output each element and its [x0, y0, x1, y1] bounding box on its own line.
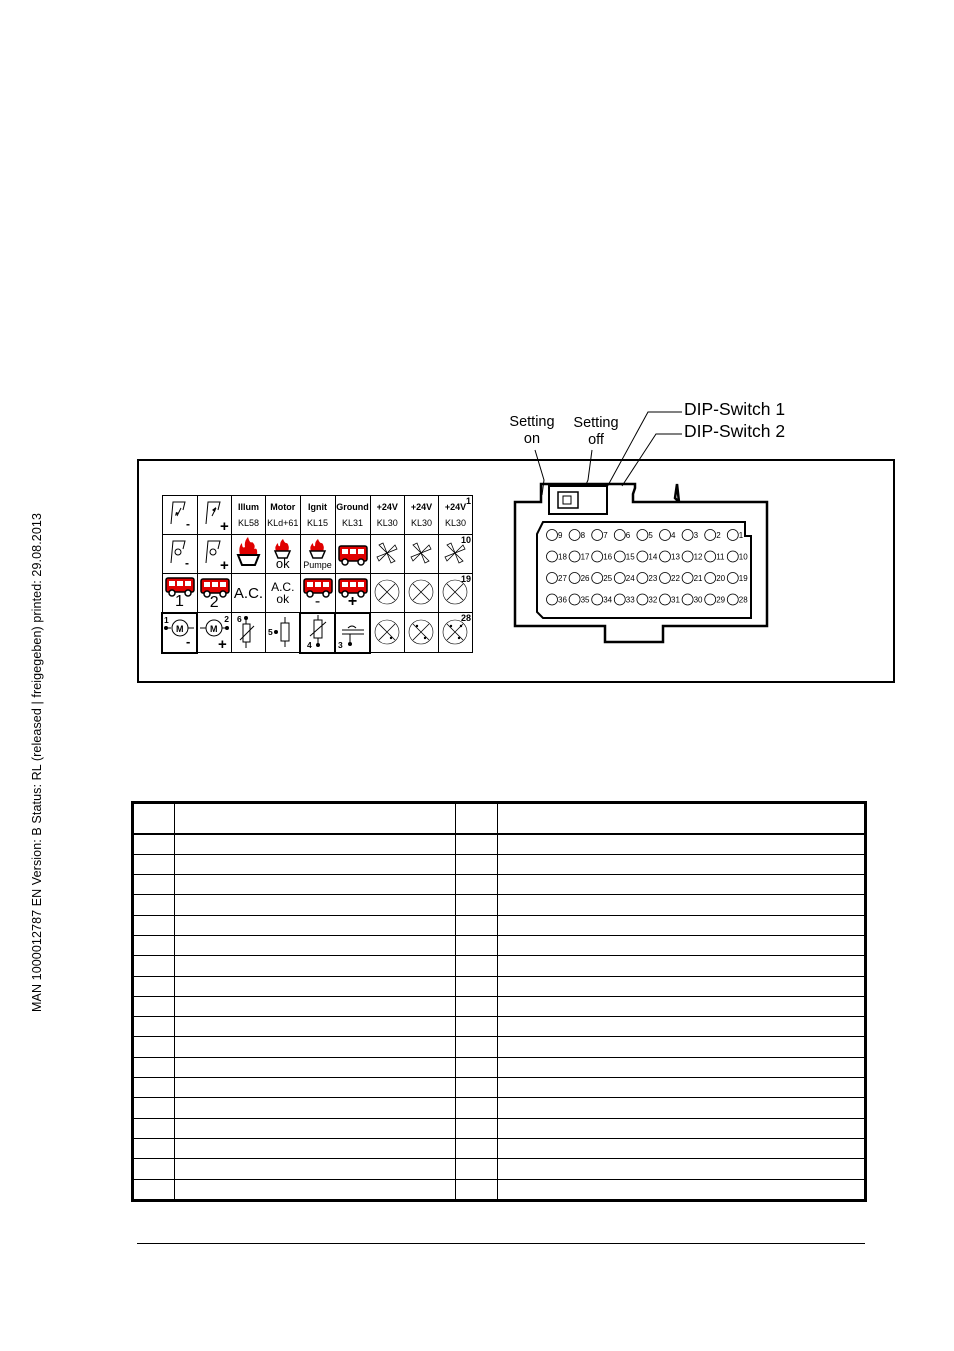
table-row: [134, 804, 865, 834]
grid-cell-window-down-1: [162, 496, 197, 535]
table-row: [134, 1179, 865, 1200]
pin-26: [569, 573, 580, 584]
table-cell: [174, 1078, 455, 1098]
table-cell: [174, 1057, 455, 1077]
fan-icon: [371, 535, 404, 571]
bus-2-label: 2: [209, 593, 219, 611]
table-cell: [455, 1017, 498, 1037]
table-cell: [134, 854, 175, 874]
pin-label: 30: [693, 595, 703, 605]
table-cell: [455, 875, 498, 895]
grid-cell-switch-3: [335, 613, 370, 653]
table-row: [134, 1017, 865, 1037]
ac-label: A.C.: [233, 584, 264, 602]
table-row: [134, 1098, 865, 1118]
table-cell: [134, 915, 175, 935]
table-cell: [174, 1098, 455, 1118]
table-cell: [455, 976, 498, 996]
table-cell: [498, 1098, 865, 1118]
ac-ok-line1: A.C.: [271, 580, 295, 594]
table-cell: [174, 1017, 455, 1037]
table-cell: [134, 996, 175, 1016]
bus-minus-label: -: [314, 592, 321, 610]
table-cell: [455, 1057, 498, 1077]
table-cell: [134, 976, 175, 996]
pin-label: 36: [558, 595, 567, 605]
table-cell: [134, 1017, 175, 1037]
grid-cell-resistor-6: [232, 613, 266, 653]
table-cell: [455, 1078, 498, 1098]
table-cell: [498, 1057, 865, 1077]
grid-cell-resistor-4: [300, 613, 335, 653]
table-cell: [134, 1057, 175, 1077]
motor-m-text: M: [176, 623, 184, 634]
pin-16: [592, 551, 603, 562]
pin-label: 17: [580, 552, 590, 562]
table-cell: [455, 996, 498, 1016]
table-cell: [498, 1138, 865, 1158]
table-cell: [134, 935, 175, 955]
table-cell: [498, 915, 865, 935]
pin-27: [547, 573, 558, 584]
pin-30: [682, 594, 693, 605]
pin-label: 26: [580, 574, 590, 583]
ignit-bottom: KL15: [306, 518, 329, 528]
pin-9: [547, 530, 558, 541]
function-grid: [161, 495, 473, 654]
heater-flame-icon: [232, 535, 265, 571]
grid-cell-fan-d: [370, 574, 405, 613]
pin-label: 24: [625, 574, 635, 583]
pin-label: 6: [625, 531, 631, 540]
pin-label-4: 4: [307, 639, 312, 650]
pin-29: [705, 594, 716, 605]
grid-cell-24v-b: [405, 496, 439, 535]
grid-cell-motor-1: [162, 613, 197, 653]
bus-icon: [336, 535, 369, 571]
table-cell: [174, 1179, 455, 1200]
pin-35: [569, 594, 580, 605]
svg-text:+: +: [218, 635, 227, 653]
table-cell: [134, 895, 175, 915]
grid-cell-ground: [335, 496, 370, 535]
grid-cell-fan-e: [405, 574, 439, 613]
grid-cell-ac: [232, 574, 266, 613]
pin-17: [569, 551, 580, 562]
pin-14: [637, 551, 648, 562]
table-cell: [134, 1159, 175, 1179]
dip-switch-2-label: DIP-Switch 2: [684, 421, 786, 441]
table-cell: [174, 804, 455, 834]
grid-cell-resistor-5: [266, 613, 301, 653]
pin-32: [637, 594, 648, 605]
table-cell: [455, 804, 498, 834]
table-cell: [455, 1138, 498, 1158]
pin-5: [637, 530, 648, 541]
pin-22: [660, 573, 671, 584]
pin-label: 25: [603, 574, 613, 583]
svg-text:M: M: [210, 623, 218, 634]
pin-23: [637, 573, 648, 584]
table-cell: [455, 895, 498, 915]
table-cell: [174, 1159, 455, 1179]
grid-cell-motor: [266, 496, 301, 535]
pin-7: [592, 530, 603, 541]
pin-label: 31: [671, 595, 680, 605]
grid-cell-heater-ok: [266, 535, 301, 574]
table-cell: [498, 1159, 865, 1179]
pin-label: 10: [738, 552, 748, 562]
table-row: [134, 1057, 865, 1077]
pin-8: [569, 530, 580, 541]
pin-label: 21: [693, 574, 703, 583]
table-cell: [134, 1098, 175, 1118]
setting-off-line2: off: [588, 432, 604, 448]
pin-20: [705, 573, 716, 584]
v24c-bottom: KL30: [444, 518, 467, 528]
table-cell: [498, 854, 865, 874]
table-cell: [455, 834, 498, 854]
fan-icon: [405, 535, 438, 571]
pin-label: 8: [580, 531, 586, 540]
table-cell: [174, 935, 455, 955]
table-cell: [174, 996, 455, 1016]
pin-19: [727, 573, 738, 584]
pin-label: 22: [671, 574, 680, 583]
table-cell: [174, 1037, 455, 1057]
grid-cell-motor-2: [197, 613, 232, 653]
grid-cell-fan-b: [405, 535, 439, 574]
pin-13: [660, 551, 671, 562]
table-cell: [174, 976, 455, 996]
table-cell: [455, 915, 498, 935]
table-row: [134, 1118, 865, 1138]
table-cell: [134, 1179, 175, 1200]
table-row: [134, 915, 865, 935]
motor-bottom: KLd+61: [267, 518, 299, 528]
pin-label-1: 1: [164, 614, 169, 625]
table-cell: [134, 834, 175, 854]
pin-31: [660, 594, 671, 605]
pin-label: 23: [648, 574, 658, 583]
table-row: [134, 1037, 865, 1057]
pin-array: [540, 526, 748, 610]
table-cell: [134, 804, 175, 834]
pin-10: [727, 551, 738, 562]
pin-11: [705, 551, 716, 562]
svg-text:+: +: [219, 557, 229, 574]
v24a-top: +24V: [376, 502, 398, 512]
grid-cell-fan-f: [439, 574, 473, 613]
table-cell: [498, 875, 865, 895]
pin-label: 3: [693, 531, 699, 540]
pin-label: 18: [558, 552, 567, 562]
svg-text:-: -: [186, 517, 190, 531]
table-cell: [174, 956, 455, 976]
pin-label: 13: [671, 552, 680, 562]
grid-cell-24v-c: [439, 496, 473, 535]
table-cell: [455, 935, 498, 955]
table-cell: [498, 1037, 865, 1057]
grid-cell-24v-a: [370, 496, 405, 535]
v24b-top: +24V: [410, 502, 433, 512]
table-cell: [498, 956, 865, 976]
grid-cell-bus-minus: [300, 574, 335, 613]
heater-ok-text: ok: [275, 555, 290, 571]
ground-bottom: KL31: [341, 518, 364, 528]
pin-label: 15: [625, 552, 635, 562]
grid-cell-fan-g: [370, 613, 405, 653]
table-cell: [498, 895, 865, 915]
grid-cell-fan-i: [439, 613, 473, 653]
footer-rule: [137, 1243, 865, 1244]
illum-bottom: KL58: [237, 518, 260, 528]
table-cell: [134, 1118, 175, 1138]
pin-label: 34: [603, 595, 613, 605]
grid-cell-ac-ok: [266, 574, 301, 613]
table-cell: [134, 1078, 175, 1098]
bus-plus-label: +: [347, 592, 358, 610]
table-cell: [498, 834, 865, 854]
pin-label: 12: [693, 552, 703, 562]
pin-label-2: 2: [224, 614, 229, 624]
pin-label: 14: [648, 552, 658, 562]
table-cell: [174, 834, 455, 854]
svg-text:-: -: [186, 633, 191, 649]
pin-label: 7: [603, 531, 608, 540]
table-row: [134, 1159, 865, 1179]
table-row: [134, 956, 865, 976]
pin-1: [727, 530, 738, 541]
grid-cell-pumpe: [300, 535, 335, 574]
table-cell: [498, 996, 865, 1016]
grid-cell-bus: [335, 535, 370, 574]
pin-label: 33: [625, 595, 635, 605]
table-cell: [174, 1118, 455, 1138]
table-cell: [455, 1159, 498, 1179]
grid-cell-fan-h: [405, 613, 439, 653]
table-cell: [134, 1037, 175, 1057]
table-row: [134, 996, 865, 1016]
fan-speed-icon: [371, 574, 404, 610]
pin-25: [592, 573, 603, 584]
dip-switch-1-label: DIP-Switch 1: [684, 399, 786, 419]
pin-label: 32: [648, 595, 658, 605]
ignit-top: Ignit: [308, 502, 327, 512]
table-cell: [174, 854, 455, 874]
pin-24: [614, 573, 625, 584]
v24c-top: +24V: [444, 502, 467, 512]
ground-top: Ground: [336, 502, 369, 512]
pin-6: [614, 530, 625, 541]
table-cell: [174, 1138, 455, 1158]
fan-auto-icon: [371, 614, 404, 650]
table-cell: [455, 854, 498, 874]
pin-label: 9: [558, 531, 563, 540]
pin-12: [682, 551, 693, 562]
table-cell: [134, 956, 175, 976]
grid-cell-bus-2: [197, 574, 232, 613]
pin-34: [592, 594, 603, 605]
setting-off-line1: Setting: [573, 415, 619, 431]
pin-21: [682, 573, 693, 584]
pin-2: [705, 530, 716, 541]
pin-15: [614, 551, 625, 562]
table-cell: [498, 935, 865, 955]
pin-label: 16: [603, 552, 613, 562]
sidebar-document-info: MAN 1000012787 EN Version: B Status: RL (released | freigegeben) printed: 29.08.2013: [30, 513, 44, 1012]
ac-ok-line2: ok: [276, 592, 290, 606]
table-row: [134, 895, 865, 915]
table-cell: [498, 1179, 865, 1200]
grid-num-1: 1: [465, 496, 471, 506]
pin-label: 28: [738, 595, 748, 605]
pin-36: [547, 594, 558, 605]
grid-cell-bus-plus: [335, 574, 370, 613]
grid-cell-window-up-1: [197, 496, 232, 535]
pin-label: 5: [648, 531, 653, 540]
grid-cell-ignit: [300, 496, 335, 535]
grid-cell-window-up-2: [197, 535, 232, 574]
pumpe-icon: [301, 538, 334, 560]
table-cell: [134, 875, 175, 895]
table-cell: [455, 1098, 498, 1118]
table-cell: [455, 1037, 498, 1057]
grid-cell-fan-a: [370, 535, 405, 574]
table-row: [134, 1138, 865, 1158]
grid-num-10: 10: [460, 535, 471, 545]
v24a-bottom: KL30: [376, 518, 398, 528]
pin-33: [614, 594, 625, 605]
grid-num-19: 19: [460, 574, 471, 584]
pin-assignment-table: [131, 801, 867, 1202]
pin-label-5: 5: [268, 627, 273, 637]
table-row: [134, 834, 865, 854]
table-cell: [174, 875, 455, 895]
pin-label: 27: [558, 574, 567, 583]
pumpe-text: Pumpe: [303, 560, 332, 570]
illum-top: Illum: [237, 502, 259, 512]
table-cell: [498, 1118, 865, 1138]
pin-label: 2: [716, 531, 721, 540]
grid-cell-illum: [232, 496, 266, 535]
table-cell: [498, 804, 865, 834]
table-cell: [498, 1017, 865, 1037]
pin-label-3: 3: [338, 639, 343, 650]
grid-cell-heater-icon: [232, 535, 266, 574]
pin-3: [682, 530, 693, 541]
pin-label: 4: [671, 531, 676, 540]
bus-1-label: 1: [175, 593, 184, 611]
pin-label: 11: [716, 552, 725, 562]
pin-label: 35: [580, 595, 590, 605]
pin-label: 1: [738, 531, 744, 540]
table-row: [134, 935, 865, 955]
table-row: [134, 854, 865, 874]
table-cell: [498, 1078, 865, 1098]
table-cell: [174, 895, 455, 915]
table-row: [134, 875, 865, 895]
grid-num-28: 28: [460, 613, 471, 623]
fan-auto-icon: [405, 614, 438, 650]
table-cell: [455, 956, 498, 976]
pin-28: [727, 594, 738, 605]
table-cell: [134, 1138, 175, 1158]
table-row: [134, 1078, 865, 1098]
grid-cell-fan-c: [439, 535, 473, 574]
grid-cell-bus-1: [162, 574, 197, 613]
svg-text:+: +: [219, 518, 229, 535]
table-cell: [498, 976, 865, 996]
pin-label: 19: [738, 574, 748, 583]
pin-4: [660, 530, 671, 541]
setting-on-line2: on: [523, 431, 541, 447]
fan-speed-icon: [405, 574, 438, 610]
pin-label: 20: [716, 574, 726, 583]
pin-label: 29: [716, 595, 726, 605]
pin-label-6: 6: [237, 614, 242, 624]
svg-text:-: -: [185, 556, 189, 570]
potentiometer-icon: [301, 614, 334, 650]
table-cell: [455, 1118, 498, 1138]
motor-top: Motor: [270, 502, 296, 512]
table-cell: [174, 915, 455, 935]
setting-on-line1: Setting: [509, 414, 555, 430]
grid-cell-window-down-2: [162, 535, 197, 574]
pin-18: [547, 551, 558, 562]
v24b-bottom: KL30: [410, 518, 433, 528]
table-row: [134, 976, 865, 996]
table-cell: [455, 1179, 498, 1200]
